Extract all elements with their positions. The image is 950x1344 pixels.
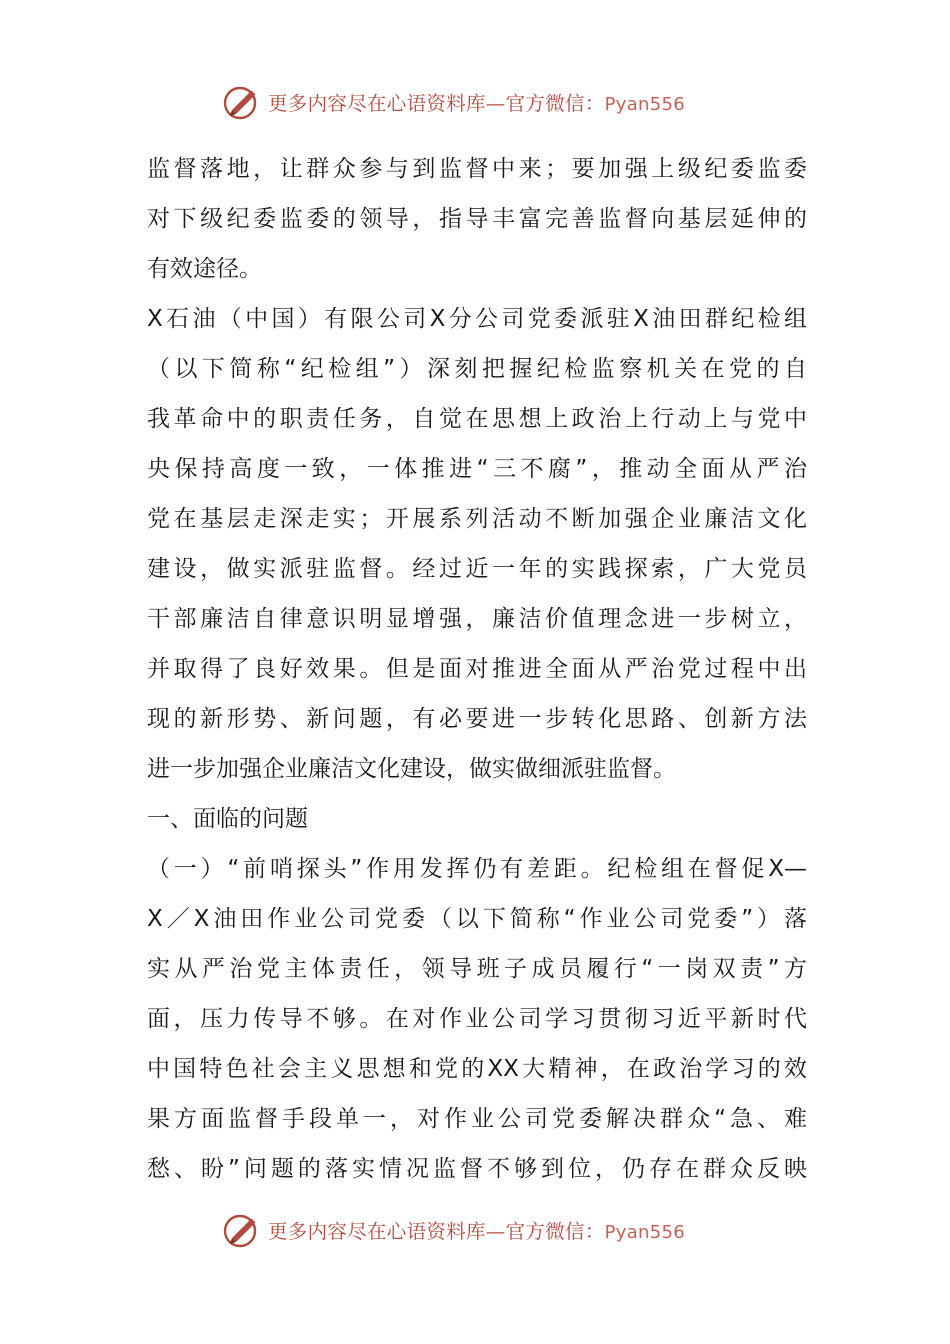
footer-banner: [222, 1210, 742, 1250]
wechat-id: Pyan556: [604, 94, 686, 115]
text-line: 党在基层走深走实；开展系列活动不断加强企业廉洁文化: [147, 506, 807, 532]
wechat-id: Pyan556: [604, 1222, 686, 1243]
text-line: 央保持高度一致，一体推进“三不腐”，推动全面从严治: [147, 456, 807, 482]
banner-text: 更多内容尽在心语资料库—官方微信：Pyan556: [268, 92, 686, 115]
text-line: 一、面临的问题: [147, 806, 308, 832]
text-line: 现的新形势、新问题，有必要进一步转化思路、创新方法: [147, 706, 807, 732]
text-line: 我革命中的职责任务，自觉在思想上政治上行动上与党中: [147, 406, 807, 432]
text-line: 有效途径。: [147, 256, 262, 282]
text-line: 愁、盼”问题的落实情况监督不够到位，仍存在群众反映: [147, 1156, 807, 1182]
header-banner: [222, 82, 742, 122]
pen-seal-logo-icon: [222, 82, 262, 122]
text-line: X石油（中国）有限公司X分公司党委派驻X油田群纪检组: [147, 306, 807, 332]
text-line: 监督落地，让群众参与到监督中来；要加强上级纪委监委: [147, 156, 807, 182]
text-line: 干部廉洁自律意识明显增强，廉洁价值理念进一步树立，: [147, 606, 807, 632]
text-line: 进一步加强企业廉洁文化建设，做实做细派驻监督。: [147, 756, 676, 782]
text-line: 对下级纪委监委的领导，指导丰富完善监督向基层延伸的: [147, 206, 807, 232]
text-line: （以下简称“纪检组”）深刻把握纪检监察机关在党的自: [147, 356, 807, 382]
banner-text: 更多内容尽在心语资料库—官方微信：Pyan556: [268, 1220, 686, 1243]
text-line: 果方面监督手段单一，对作业公司党委解决群众“急、难: [147, 1106, 807, 1132]
text-line: （一）“前哨探头”作用发挥仍有差距。纪检组在督促X—: [147, 856, 807, 882]
text-line: 实从严治党主体责任，领导班子成员履行“一岗双责”方: [147, 956, 807, 982]
text-line: 中国特色社会主义思想和党的XX大精神，在政治学习的效: [147, 1056, 807, 1082]
document-body: [147, 144, 807, 1194]
pen-seal-logo-icon: [222, 1210, 262, 1250]
text-line: X／X油田作业公司党委（以下简称“作业公司党委”）落: [147, 906, 807, 932]
text-line: 并取得了良好效果。但是面对推进全面从严治党过程中出: [147, 656, 807, 682]
text-line: 建设，做实派驻监督。经过近一年的实践探索，广大党员: [147, 556, 807, 582]
text-line: 面，压力传导不够。在对作业公司学习贯彻习近平新时代: [147, 1006, 807, 1032]
